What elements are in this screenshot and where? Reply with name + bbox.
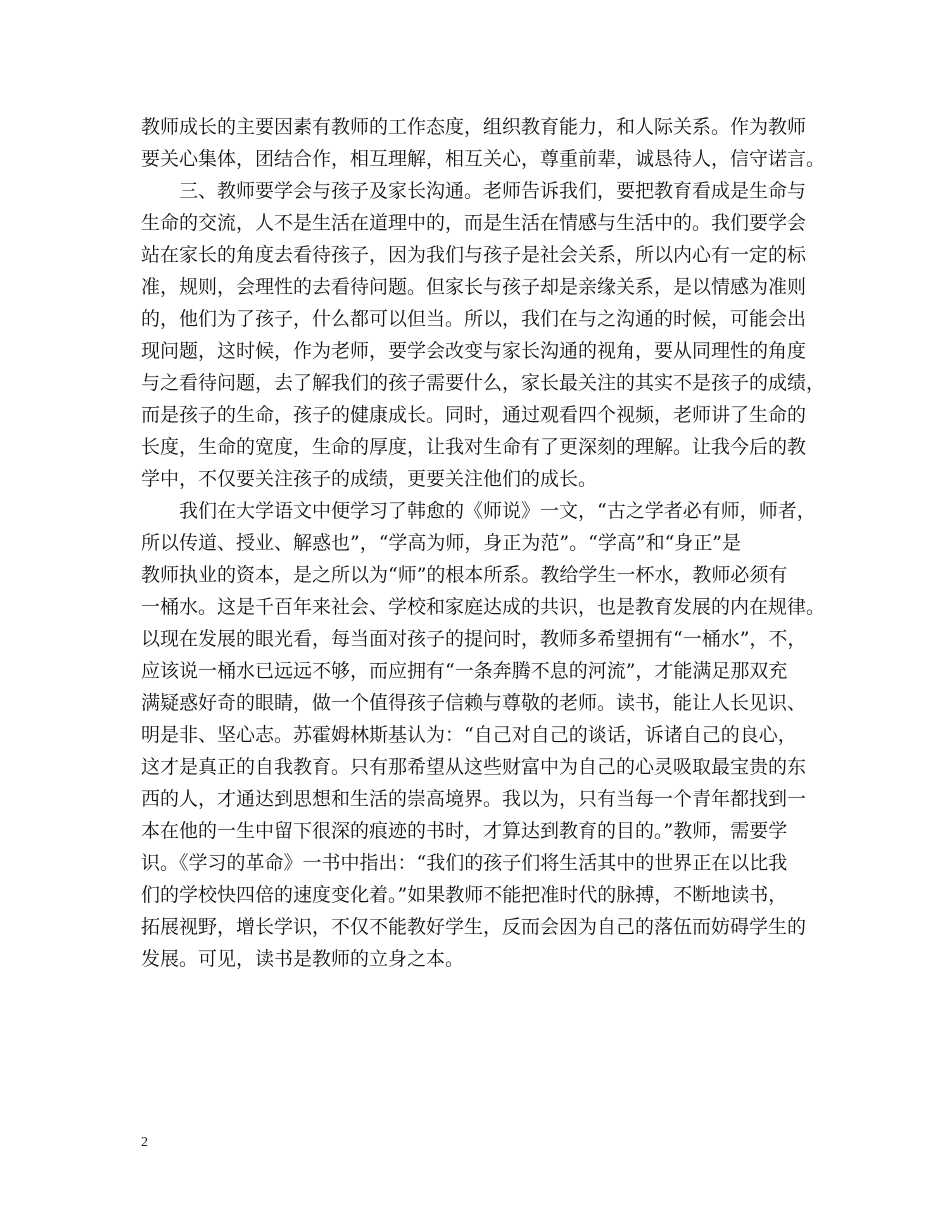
paragraph-3-line-9: 这才是真正的自我教育。只有那希望从这些财富中为自己的心灵吸取最宝贵的东	[141, 756, 807, 778]
paragraph-1-line-1: 教师成长的主要因素有教师的工作态度，组织教育能力，和人际关系。作为教师	[141, 116, 807, 138]
paragraph-2-line-4: 准，规则，会理性的去看待问题。但家长与孩子却是亲缘关系，是以情感为准则	[141, 276, 807, 298]
paragraph-3-line-15: 发展。可见，读书是教师的立身之本。	[141, 948, 465, 970]
paragraph-2-line-8: 而是孩子的生命，孩子的健康成长。同时，通过观看四个视频，老师讲了生命的	[141, 404, 807, 426]
paragraph-2-line-2: 生命的交流，人不是生活在道理中的，而是生活在情感与生活中的。我们要学会	[141, 212, 807, 234]
paragraph-3-line-6: 应该说一桶水已远远不够，而应拥有“一条奔腾不息的河流”，才能满足那双充	[141, 660, 788, 682]
paragraph-3-line-4: 一桶水。这是千百年来社会、学校和家庭达成的共识，也是教育发展的内在规律。	[141, 596, 826, 618]
paragraph-3-line-1: 我们在大学语文中便学习了韩愈的《师说》一文，“古之学者必有师，师者，	[179, 500, 816, 522]
paragraph-3-line-3: 教师执业的资本，是之所以为“师”的根本所系。教给学生一杯水，教师必须有	[141, 564, 788, 586]
paragraph-2-line-9: 长度，生命的宽度，生命的厚度，让我对生命有了更深刻的理解。让我今后的教	[141, 436, 807, 458]
paragraph-3-line-14: 拓展视野，增长学识，不仅不能教好学生，反而会因为自己的落伍而妨碍学生的	[141, 916, 807, 938]
paragraph-2-line-1: 三、教师要学会与孩子及家长沟通。老师告诉我们，要把教育看成是生命与	[179, 180, 807, 202]
paragraph-3-line-12: 识。《学习的革命》一书中指出：“我们的孩子们将生活其中的世界正在以比我	[141, 852, 788, 874]
paragraph-3-line-8: 明是非、坚心志。苏霍姆林斯基认为：“自己对自己的谈话，诉诸自己的良心，	[141, 724, 797, 746]
paragraph-1-line-2: 要关心集体，团结合作，相互理解，相互关心，尊重前辈，诚恳待人，信守诺言。	[141, 148, 826, 170]
paragraph-2-line-6: 现问题，这时候，作为老师，要学会改变与家长沟通的视角，要从同理性的角度	[141, 340, 807, 362]
paragraph-3-line-5: 以现在发展的眼光看，每当面对孩子的提问时，教师多希望拥有“一桶水”，不，	[141, 628, 807, 650]
paragraph-2-line-7: 与之看待问题，去了解我们的孩子需要什么，家长最关注的其实不是孩子的成绩，	[141, 372, 826, 394]
page-number: 2	[141, 1135, 148, 1150]
paragraph-2-line-10: 学中，不仅要关注孩子的成绩，更要关注他们的成长。	[141, 468, 598, 490]
paragraph-2-line-3: 站在家长的角度去看待孩子，因为我们与孩子是社会关系，所以内心有一定的标	[141, 244, 807, 266]
paragraph-3-line-11: 本在他的一生中留下很深的痕迹的书时，才算达到教育的目的。”教师，需要学	[141, 820, 788, 842]
paragraph-3-line-7: 满疑惑好奇的眼睛，做一个值得孩子信赖与尊敬的老师。读书，能让人长见识、	[141, 692, 807, 714]
paragraph-2-line-5: 的，他们为了孩子，什么都可以但当。所以，我们在与之沟通的时候，可能会出	[141, 308, 807, 330]
body-text	[141, 111, 826, 975]
paragraph-3-line-13: 们的学校快四倍的速度变化着。”如果教师不能把准时代的脉搏，不断地读书，	[141, 884, 788, 906]
paragraph-3-line-2: 所以传道、授业、解惑也”，“学高为师，身正为范”。“学高”和“身正”是	[141, 532, 741, 554]
paragraph-3-line-10: 西的人，才通达到思想和生活的崇高境界。我以为，只有当每一个青年都找到一	[141, 788, 807, 810]
